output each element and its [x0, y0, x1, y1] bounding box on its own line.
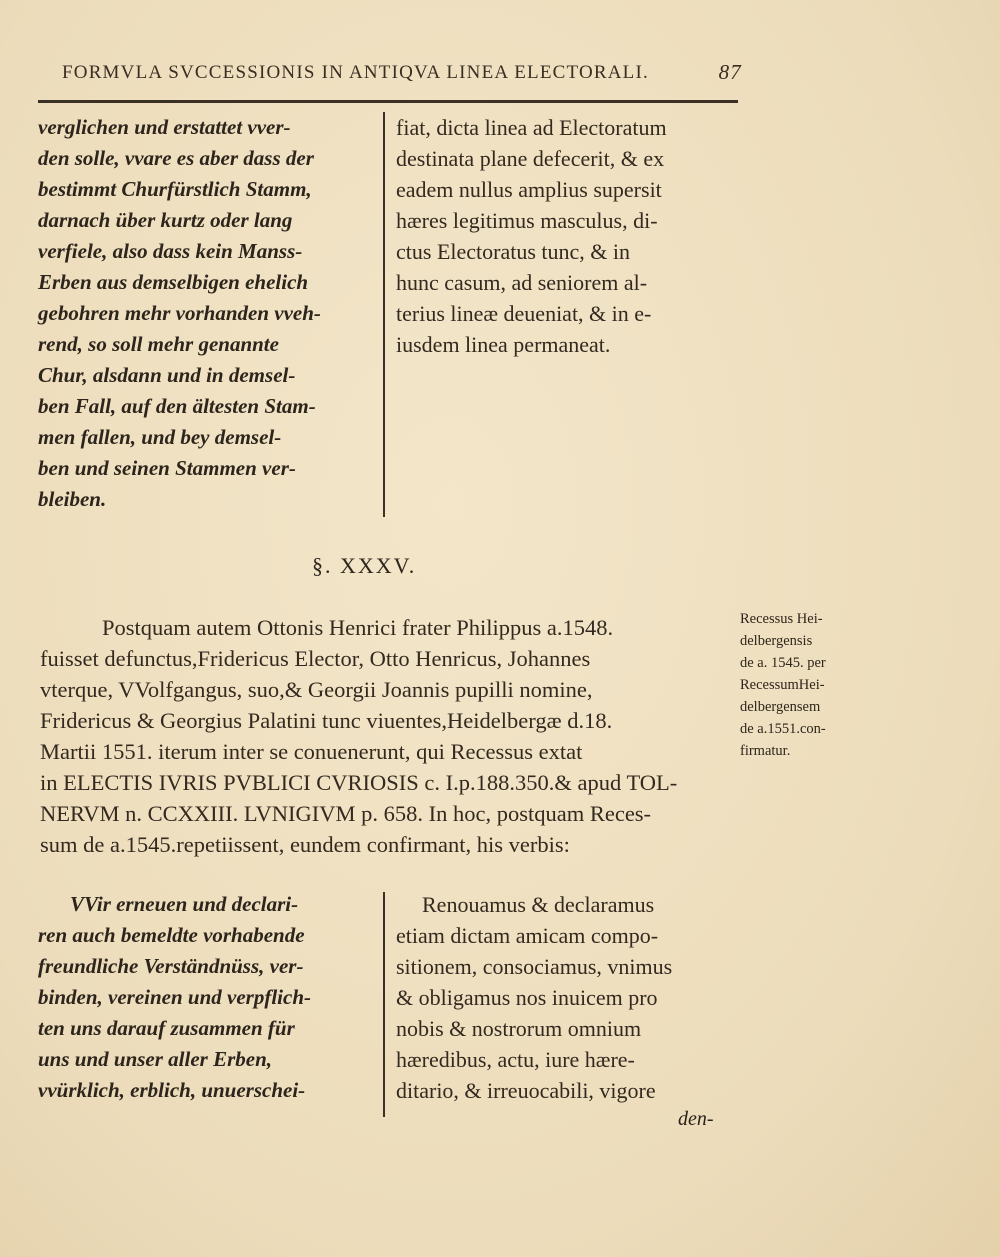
top-german-column — [38, 112, 321, 515]
german-line: rend, so soll mehr genannte — [38, 332, 279, 356]
margin-note-line: Recessus Hei- — [740, 611, 823, 627]
german-line: bestimmt Churfürstlich Stamm, — [38, 177, 312, 201]
german-line: Erben aus demselbigen ehelich — [38, 270, 309, 294]
latin-line: ctus Electoratus tunc, & in — [396, 239, 630, 264]
paragraph-line: Fridericus & Georgius Palatini tunc viuentes,Heidelbergæ d.18. — [40, 708, 613, 733]
latin-line: & obligamus nos inuicem pro — [396, 985, 658, 1010]
latin-line: terius lineæ deueniat, & in e- — [396, 301, 652, 326]
latin-line: hunc casum, ad seniorem al- — [396, 270, 648, 295]
latin-line: iusdem linea permaneat. — [396, 332, 611, 357]
german-line: freundliche Verständnüss, ver- — [38, 954, 304, 978]
german-line: bleiben. — [38, 487, 107, 511]
german-line: darnach über kurtz oder lang — [38, 208, 293, 232]
german-line: men fallen, und bey demsel- — [38, 425, 282, 449]
german-line: ben und seinen Stammen ver- — [38, 456, 296, 480]
bottom-latin-column — [396, 889, 672, 1106]
header-rule — [38, 100, 738, 103]
latin-line: etiam dictam amicam compo- — [396, 923, 659, 948]
german-line: VVir erneuen und declari- — [70, 892, 299, 916]
latin-line: eadem nullus amplius supersit — [396, 177, 662, 202]
german-line: ben Fall, auf den ältesten Stam- — [38, 394, 316, 418]
paragraph-line: Martii 1551. iterum inter se conuenerunt, qui Recessus extat — [40, 739, 583, 764]
margin-note-line: RecessumHei- — [740, 677, 825, 693]
latin-line: hæres legitimus masculus, di- — [396, 208, 658, 233]
latin-line: Renouamus & declaramus — [422, 892, 655, 917]
german-line: verfiele, also dass kein Manss- — [38, 239, 303, 263]
paragraph-line: in ELECTIS IVRIS PVBLICI CVRIOSIS c. I.p.188.350.& apud TOL- — [40, 770, 678, 795]
latin-line: nobis & nostrorum omnium — [396, 1016, 642, 1041]
running-head — [62, 62, 742, 84]
paragraph-line: vterque, VVolfgangus, suo,& Georgii Joannis pupilli nomine, — [40, 677, 593, 702]
german-line: verglichen und erstattet vver- — [38, 115, 291, 139]
latin-line: ditario, & irreuocabili, vigore — [396, 1078, 656, 1103]
margin-note-line: delbergensem — [740, 699, 821, 715]
german-line: ren auch bemeldte vorhabende — [38, 923, 305, 947]
latin-line: sitionem, consociamus, vnimus — [396, 954, 673, 979]
german-line: vvürklich, erblich, unuerschei- — [38, 1078, 306, 1102]
german-line: den solle, vvare es aber dass der — [38, 146, 314, 170]
page-number: 87 — [718, 60, 742, 84]
latin-line: fiat, dicta linea ad Electoratum — [396, 115, 667, 140]
paragraph-line: sum de a.1545.repetiissent, eundem confirmant, his verbis: — [40, 832, 570, 857]
running-title: FORMVLA SVCCESSIONIS IN ANTIQVA LINEA ELECTORALI. — [62, 62, 649, 83]
margin-note-line: de a. 1545. per — [740, 655, 826, 671]
german-line: gebohren mehr vorhanden vveh- — [38, 301, 321, 325]
german-line: ten uns darauf zusammen für — [38, 1016, 295, 1040]
bottom-german-column — [38, 889, 311, 1106]
latin-line: destinata plane defecerit, & ex — [396, 146, 665, 171]
german-line: uns und unser aller Erben, — [38, 1047, 273, 1071]
paragraph-line: fuisset defunctus,Fridericus Elector, Otto Henricus, Johannes — [40, 646, 591, 671]
margin-note-line: de a.1551.con- — [740, 721, 826, 737]
catchword: den- — [678, 1108, 714, 1130]
paragraph-line: Postquam autem Ottonis Henrici frater Philippus a.1548. — [102, 615, 614, 640]
german-line: Chur, alsdann und in demsel- — [38, 363, 296, 387]
paragraph-line: NERVM n. CCXXIII. LVNIGIVM p. 658. In hoc, postquam Reces- — [40, 801, 652, 826]
main-paragraph — [40, 612, 740, 860]
margin-note-line: delbergensis — [740, 633, 813, 649]
section-heading: §. XXXV. — [312, 553, 417, 578]
latin-line: hæredibus, actu, iure hære- — [396, 1047, 635, 1072]
column-divider — [383, 892, 385, 1117]
top-latin-column — [396, 112, 667, 360]
margin-note — [740, 608, 870, 762]
german-line: binden, vereinen und verpflich- — [38, 985, 311, 1009]
column-divider — [383, 112, 385, 517]
margin-note-line: firmatur. — [740, 743, 791, 759]
